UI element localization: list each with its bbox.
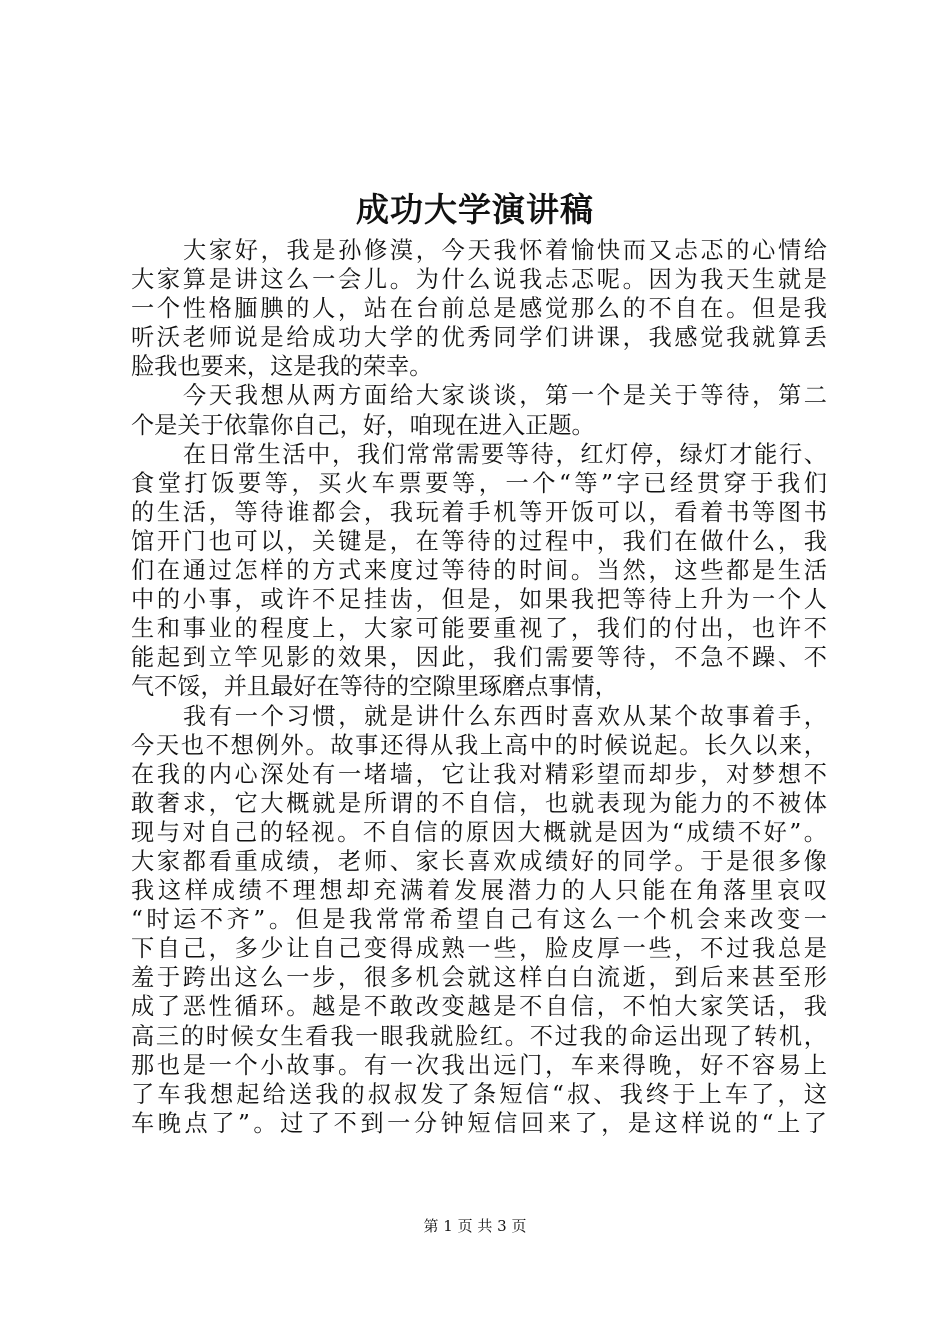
text-line: 们在通过怎样的方式来度过等待的时间。当然，这些都是生活: [131, 557, 827, 585]
text-line: 敢奢求，它大概就是所谓的不自信，也就表现为能力的不被体: [131, 789, 827, 817]
text-line: 我有一个习惯，就是讲什么东西时喜欢从某个故事着手，: [183, 702, 827, 730]
text-line: 的生活，等待谁都会，我玩着手机等开饭可以，看着书等图书: [131, 498, 827, 526]
text-line: 现与对自己的轻视。不自信的原因大概就是因为“成绩不好”。: [131, 818, 827, 846]
text-line: “时运不齐”。但是我常常希望自己有这么一个机会来改变一: [131, 906, 827, 934]
text-line: 下自己，多少让自己变得成熟一些，脸皮厚一些，不过我总是: [131, 935, 827, 963]
text-line: 了车我想起给送我的叔叔发了条短信“叔、我终于上车了，这: [131, 1080, 827, 1108]
text-line: 气不馁，并且最好在等待的空隙里琢磨点事情，: [131, 673, 618, 701]
text-line: 今天我想从两方面给大家谈谈，第一个是关于等待，第二: [183, 382, 827, 410]
text-line: 中的小事，或许不足挂齿，但是，如果我把等待上升为一个人: [131, 586, 827, 614]
text-line: 大家都看重成绩，老师、家长喜欢成绩好的同学。于是很多像: [131, 847, 827, 875]
text-line: 大家好，我是孙修漠，今天我怀着愉快而又忐忑的心情给: [183, 237, 827, 264]
text-line: 食堂打饭要等，买火车票要等，一个“等”字已经贯穿于我们: [131, 469, 827, 497]
text-line: 今天也不想例外。故事还得从我上高中的时候说起。长久以来，: [131, 731, 827, 759]
text-line: 个是关于依靠你自己，好，咱现在进入正题。: [131, 411, 595, 439]
text-line: 羞于跨出这么一步，很多机会就这样白白流逝，到后来甚至形: [131, 964, 827, 992]
text-line: 能起到立竿见影的效果，因此，我们需要等待，不急不躁、不: [131, 644, 827, 672]
page-footer: 第 1 页 共 3 页: [423, 1217, 527, 1235]
document-body: [131, 236, 827, 1138]
text-line: 脸我也要来，这是我的荣幸。: [131, 353, 433, 381]
text-line: 我这样成绩不理想却充满着发展潜力的人只能在角落里哀叹: [131, 877, 827, 905]
text-line: 大家算是讲这么一会儿。为什么说我忐忑呢。因为我天生就是: [131, 266, 827, 294]
text-line: 成了恶性循环。越是不敢改变越是不自信，不怕大家笑话，我: [131, 993, 827, 1021]
text-line: 生和事业的程度上，大家可能要重视了，我们的付出，也许不: [131, 615, 827, 643]
text-line: 一个性格腼腆的人，站在台前总是感觉那么的不自在。但是我: [131, 295, 827, 323]
text-line: 在我的内心深处有一堵墙，它让我对精彩望而却步，对梦想不: [131, 760, 827, 788]
text-line: 高三的时候女生看我一眼我就脸红。不过我的命运出现了转机，: [131, 1022, 827, 1050]
text-line: 听沃老师说是给成功大学的优秀同学们讲课，我感觉我就算丢: [131, 324, 827, 352]
text-line: 馆开门也可以，关键是，在等待的过程中，我们在做什么，我: [131, 527, 827, 555]
text-line: 那也是一个小故事。有一次我出远门，车来得晚，好不容易上: [131, 1051, 827, 1079]
document-title: 成功大学演讲稿: [356, 190, 594, 229]
text-line: 在日常生活中，我们常常需要等待，红灯停，绿灯才能行、: [183, 440, 827, 468]
text-line: 车晚点了”。过了不到一分钟短信回来了，是这样说的“上了: [131, 1109, 827, 1137]
